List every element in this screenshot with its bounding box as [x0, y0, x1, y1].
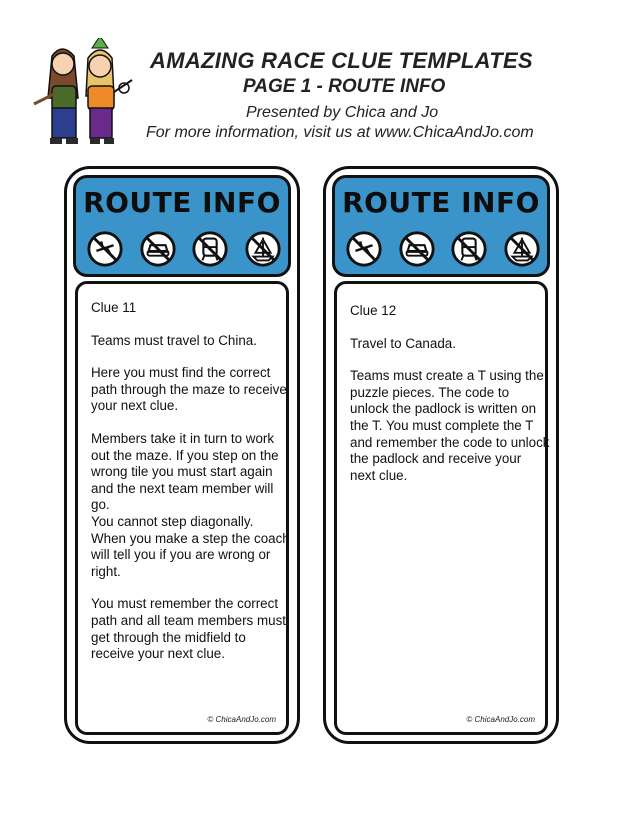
copyright: © ChicaAndJo.com: [466, 715, 535, 724]
no-boat-icon: [503, 230, 541, 268]
clue-paragraph: Members take it in turn to work out the maze. If you step on the wrong tile you must start again and the next team member will go. You cannot step diagonally. When you make a step the coach will tell you if you are wrong or right.: [91, 430, 290, 579]
no-plane-icon: [86, 230, 124, 268]
more-info-link: For more information, visit us at www.ChicaAndJo.com: [146, 124, 534, 141]
no-car-icon: [139, 230, 177, 268]
copyright: © ChicaAndJo.com: [207, 715, 276, 724]
no-train-icon: [191, 230, 229, 268]
transport-icons: [86, 230, 282, 270]
clue-label: Clue 12: [350, 303, 397, 318]
no-car-icon: [398, 230, 436, 268]
clue-paragraph: Travel to Canada.: [350, 335, 456, 351]
page-header: [0, 0, 638, 160]
no-plane-icon: [345, 230, 383, 268]
clue-paragraph: Here you must find the correct path through the maze to receive your next clue.: [91, 365, 287, 414]
clue-paragraph: You must remember the correct path and all team members must get through the midfield to receive your next clue.: [91, 596, 286, 662]
transport-icons: [345, 230, 541, 270]
clue-text: [350, 303, 550, 500]
page-title: AMAZING RACE CLUE TEMPLATES: [150, 48, 533, 73]
clue-card-11: [64, 166, 300, 744]
clue-card-12: [323, 166, 559, 744]
clue-text: [91, 300, 291, 679]
banner-title: ROUTE INFO: [342, 186, 540, 219]
clue-paragraph: Teams must create a T using the puzzle pieces. The code to unlock the padlock is written on the T. You must complete the T and remember the code to unlock the padlock and receive your next clue.: [350, 368, 550, 483]
no-boat-icon: [244, 230, 282, 268]
clue-paragraph: Teams must travel to China.: [91, 332, 257, 348]
no-train-icon: [450, 230, 488, 268]
presented-by: Presented by Chica and Jo: [246, 104, 439, 121]
route-info-banner: [73, 175, 291, 277]
page-subtitle: PAGE 1 - ROUTE INFO: [243, 76, 446, 97]
route-info-banner: [332, 175, 550, 277]
chica-and-jo-logo: [32, 38, 142, 146]
clue-label: Clue 11: [91, 300, 137, 315]
banner-title: ROUTE INFO: [83, 186, 281, 219]
